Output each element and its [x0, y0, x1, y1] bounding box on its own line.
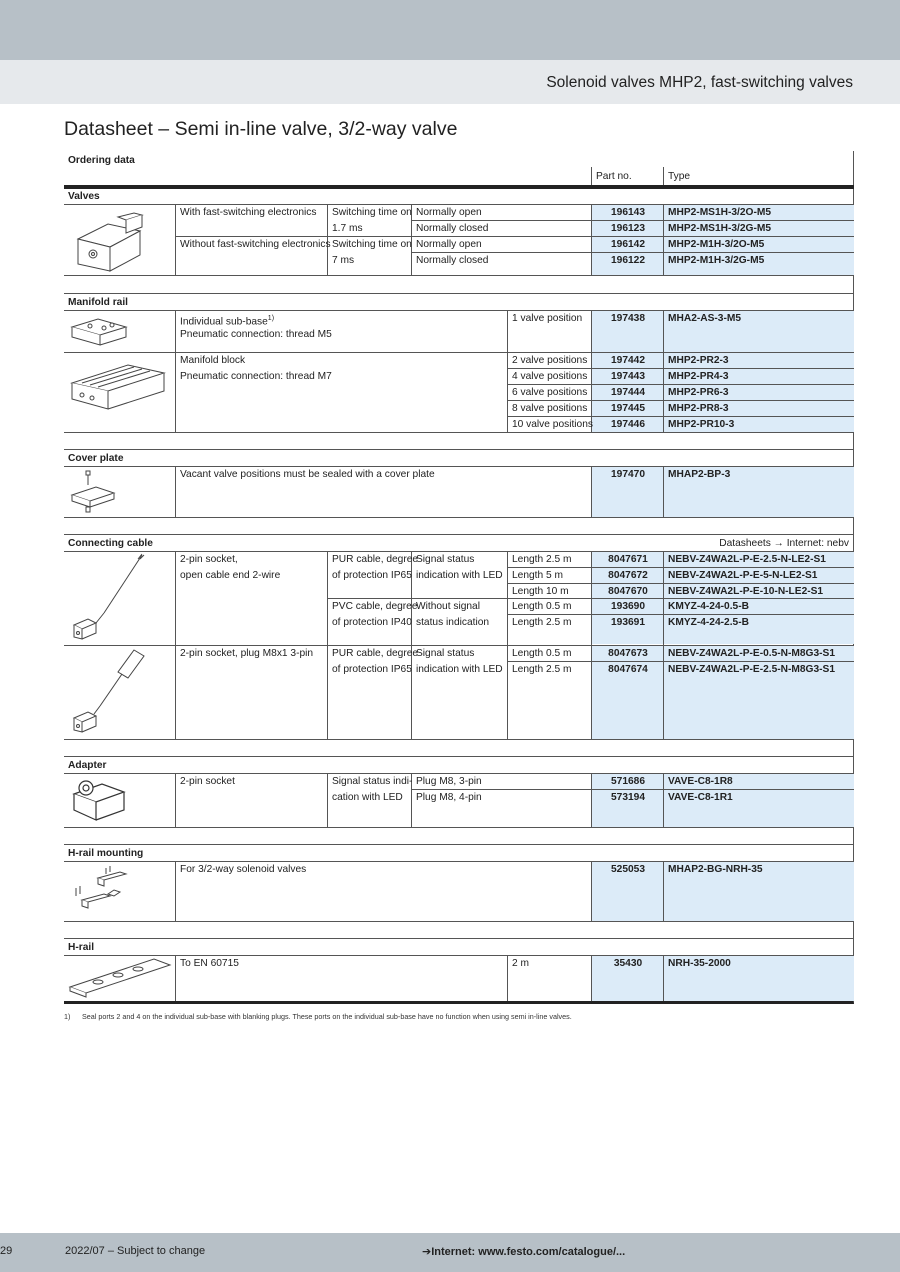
cover-plate-image	[68, 469, 116, 515]
valve-part: 196143	[611, 207, 645, 218]
cable-part: 8047672	[608, 570, 648, 581]
manifold-positions: 8 valve positions	[512, 403, 588, 414]
hrail-part: 35430	[613, 958, 643, 969]
cable-length: Length 2.5 m	[512, 664, 572, 675]
manifold-heading: Manifold rail	[68, 297, 128, 308]
ordering-table	[64, 151, 854, 1004]
valves-heading: Valves	[68, 191, 100, 202]
adapter-heading: Adapter	[68, 760, 107, 771]
category-title: Solenoid valves MHP2, fast-switching valves	[546, 74, 853, 91]
valve-type: MHP2-MS1H-3/2G-M5	[668, 223, 772, 234]
valve-without-fast: Without fast-switching electronics	[180, 239, 331, 250]
valve-type: MHP2-MS1H-3/2O-M5	[668, 207, 772, 218]
manifold-part: 197443	[611, 371, 645, 382]
pur-cable-1: PUR cable, degree	[332, 554, 419, 565]
adapter-image	[68, 776, 128, 824]
adapter-signal-1: Signal status indi-	[332, 776, 413, 787]
sub-base-image	[68, 313, 128, 349]
switch-time-a1: Switching time on	[332, 207, 412, 218]
switch-time-a2: 1.7 ms	[332, 223, 363, 234]
pur-cable-4: of protection IP65	[332, 664, 412, 675]
adapter-plug: Plug M8, 3-pin	[416, 776, 482, 787]
cable-part: 8047670	[608, 586, 648, 597]
hmount-type: MHAP2-BG-NRH-35	[668, 864, 763, 875]
pur-cable-2: of protection IP65	[332, 570, 412, 581]
manifold-type: MHP2-PR2-3	[668, 355, 729, 366]
manifold-positions: 6 valve positions	[512, 387, 588, 398]
cable1-desc-2: open cable end 2-wire	[180, 570, 281, 581]
category-band	[0, 60, 900, 104]
h-rail-mounting-image	[68, 864, 130, 918]
led-signal-3: Signal status	[416, 648, 475, 659]
valve-part: 196123	[611, 223, 645, 234]
led-signal-1: Signal status	[416, 554, 475, 565]
sub-base-type: MHA2-AS-3-M5	[668, 313, 742, 324]
cable-type: NEBV-Z4WA2L-P-E-2.5-N-LE2-S1	[668, 554, 826, 565]
pvc-cable-2: of protection IP40	[332, 617, 412, 628]
footer	[0, 1233, 900, 1272]
cable-length: Length 0.5 m	[512, 601, 572, 612]
h-rail-image	[68, 957, 172, 999]
cable-datasheet-link[interactable]: Datasheets → Internet: nebv	[719, 538, 849, 549]
cable-part: 8047673	[608, 648, 648, 659]
adapter-type: VAVE-C8-1R8	[668, 776, 733, 787]
adapter-desc: 2-pin socket	[180, 776, 235, 787]
cover-type: MHAP2-BP-3	[668, 469, 731, 480]
cable-length: Length 2.5 m	[512, 554, 572, 565]
manifold-block-image	[68, 355, 168, 415]
valve-type: MHP2-M1H-3/2G-M5	[668, 255, 765, 266]
cover-heading: Cover plate	[68, 453, 124, 464]
adapter-part: 573194	[611, 792, 645, 803]
adapter-part: 571686	[611, 776, 645, 787]
manifold-part: 197446	[611, 419, 645, 430]
adapter-signal-2: cation with LED	[332, 792, 403, 803]
cable-length: Length 5 m	[512, 570, 563, 581]
manifold-type: MHP2-PR4-3	[668, 371, 729, 382]
cable-type: NEBV-Z4WA2L-P-E-5-N-LE2-S1	[668, 570, 818, 581]
cable-type: NEBV-Z4WA2L-P-E-2.5-N-M8G3-S1	[668, 664, 835, 675]
sub-base-line1: Individual sub-base$^{1)}$	[180, 315, 275, 328]
adapter-plug: Plug M8, 4-pin	[416, 792, 482, 803]
manifold-part: 197442	[611, 355, 645, 366]
valve-type: MHP2-M1H-3/2O-M5	[668, 239, 765, 250]
no-signal-1: Without signal	[416, 601, 480, 612]
led-signal-4: indication with LED	[416, 664, 503, 675]
manifold-positions: 4 valve positions	[512, 371, 588, 382]
col-type-header: Type	[668, 171, 691, 182]
cable-part: 193690	[611, 601, 645, 612]
cover-part: 197470	[611, 469, 645, 480]
cable-length: Length 10 m	[512, 586, 569, 597]
footnote: 1) Seal ports 2 and 4 on the individual sub-base with blanking plugs. These ports on the individual sub-base have no function when using semi in-line valves.	[64, 1012, 572, 1021]
cable1-desc-1: 2-pin socket,	[180, 554, 238, 565]
valve-mode: Normally closed	[416, 223, 489, 234]
manifold-block-line1: Manifold block	[180, 355, 246, 366]
cable-part: 8047674	[608, 664, 648, 675]
page-number: 29	[0, 1245, 13, 1257]
manifold-part: 197445	[611, 403, 645, 414]
valve-mode: Normally open	[416, 239, 482, 250]
cable-length: Length 0.5 m	[512, 648, 572, 659]
pvc-cable-1: PVC cable, degree	[332, 601, 418, 612]
top-bar	[0, 0, 900, 60]
manifold-part: 197444	[611, 387, 645, 398]
cable-plug-m8-image	[68, 648, 148, 736]
manifold-type: MHP2-PR6-3	[668, 387, 729, 398]
footer-link[interactable]: ➔Internet: www.festo.com/catalogue/...	[422, 1246, 626, 1258]
col-part-header: Part no.	[596, 171, 632, 182]
cable-part: 193691	[611, 617, 645, 628]
cable-part: 8047671	[608, 554, 648, 565]
valve-part: 196122	[611, 255, 645, 266]
page-title: Datasheet – Semi in-line valve, 3/2-way valve	[64, 118, 458, 140]
manifold-positions: 2 valve positions	[512, 355, 588, 366]
cable-type: NEBV-Z4WA2L-P-E-0.5-N-M8G3-S1	[668, 648, 835, 659]
cover-desc: Vacant valve positions must be sealed with a cover plate	[180, 469, 435, 480]
switch-time-b2: 7 ms	[332, 255, 355, 266]
pur-cable-3: PUR cable, degree	[332, 648, 419, 659]
cable-type: KMYZ-4-24-0.5-B	[668, 601, 749, 612]
cable-length: Length 2.5 m	[512, 617, 572, 628]
footer-date: 2022/07 – Subject to change	[65, 1245, 206, 1257]
switch-time-b1: Switching time on	[332, 239, 412, 250]
cable-open-end-image	[68, 553, 148, 641]
hrail-heading: H-rail	[68, 942, 95, 953]
hmount-part: 525053	[611, 864, 645, 875]
sub-base-line2: Pneumatic connection: thread M5	[180, 329, 332, 340]
manifold-positions: 10 valve positions	[512, 419, 593, 430]
hmount-desc: For 3/2-way solenoid valves	[180, 864, 307, 875]
adapter-type: VAVE-C8-1R1	[668, 792, 733, 803]
valve-part: 196142	[611, 239, 645, 250]
manifold-type: MHP2-PR8-3	[668, 403, 729, 414]
valve-with-fast: With fast-switching electronics	[180, 207, 317, 218]
led-signal-2: indication with LED	[416, 570, 503, 581]
manifold-block-line2: Pneumatic connection: thread M7	[180, 371, 332, 382]
hrail-desc: To EN 60715	[180, 958, 239, 969]
valve-image	[68, 209, 144, 273]
hmount-heading: H-rail mounting	[68, 848, 144, 859]
valve-mode: Normally closed	[416, 255, 489, 266]
hrail-type: NRH-35-2000	[668, 958, 731, 969]
no-signal-2: status indication	[416, 617, 490, 628]
cable-type: NEBV-Z4WA2L-P-E-10-N-LE2-S1	[668, 586, 824, 597]
cable-type: KMYZ-4-24-2.5-B	[668, 617, 749, 628]
cable-heading: Connecting cable	[68, 538, 153, 549]
sub-base-positions: 1 valve position	[512, 313, 583, 324]
hrail-length: 2 m	[512, 958, 529, 969]
arrow-icon: ➔	[422, 1246, 432, 1258]
cable2-desc: 2-pin socket, plug M8x1 3-pin	[180, 648, 314, 659]
sub-base-part: 197438	[611, 313, 645, 324]
valve-mode: Normally open	[416, 207, 482, 218]
manifold-type: MHP2-PR10-3	[668, 419, 735, 430]
ordering-data-heading: Ordering data	[68, 155, 135, 166]
